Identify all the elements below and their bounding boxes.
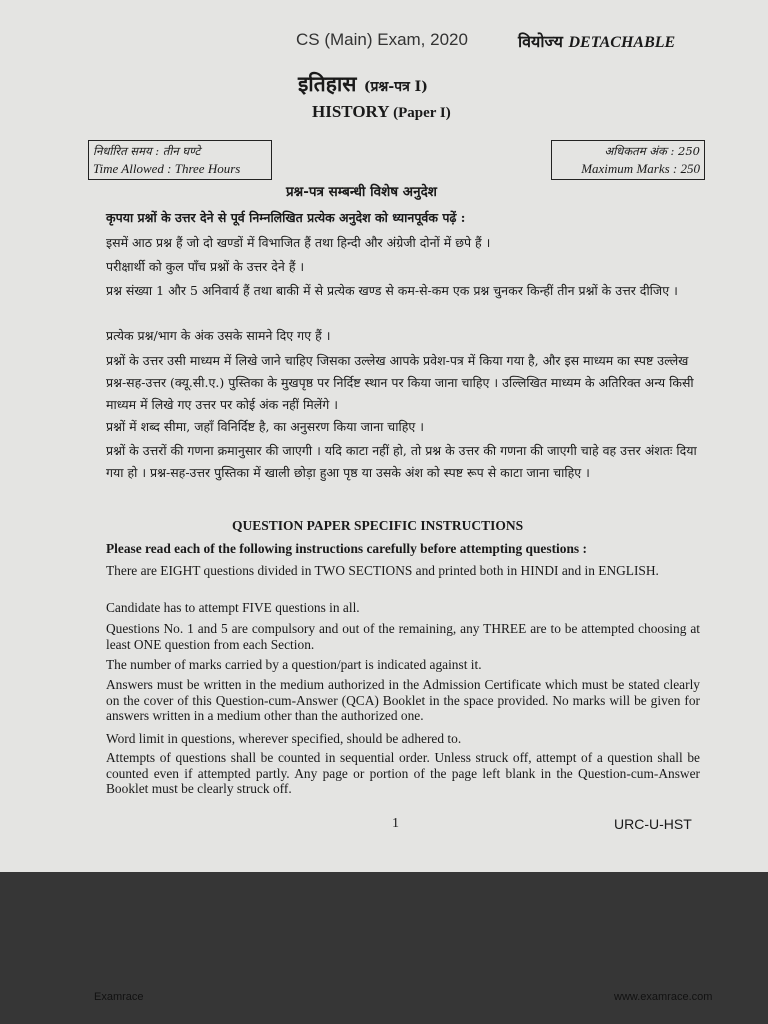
english-instruction-2: Candidate has to attempt FIVE questions in all. — [106, 600, 360, 615]
paper-hindi: (प्रश्न-पत्र I) — [363, 79, 428, 95]
english-instruction-7: Attempts of questions shall be counted in sequential order. Unless struck off, attempt of a question shall be counted even if attempted partly. Any page or portion of the page left blank in the Question-cum-Answer Booklet must be clearly struck off. — [106, 750, 700, 796]
hindi-instructions-heading: प्रश्न-पत्र सम्बन्धी विशेष अनुदेश — [286, 184, 437, 200]
subject-english: HISTORY — [312, 102, 389, 121]
detachable-label — [518, 30, 675, 52]
english-instructions-heading: QUESTION PAPER SPECIFIC INSTRUCTIONS — [232, 518, 524, 533]
english-instruction-5: Answers must be written in the medium authorized in the Admission Certificate which must be stated clearly on the cover of this Question-cum-Answer (QCA) Booklet in the space provided. No marks will be given for answers written in a medium other than the authorized one. — [106, 677, 700, 723]
english-lead: Please read each of the following instructions carefully before attempting questions : — [106, 541, 587, 556]
hindi-instruction-5: प्रश्नों के उत्तर उसी माध्यम में लिखे जाने चाहिए जिसका उल्लेख आपके प्रवेश-पत्र में किया गया है, और इस माध्यम का स्पष्ट उल्लेख प्रश्न-सह-उत्तर (क्यू.सी.ए.) पुस्तिका के मुखपृष्ठ पर निर्दिष्ट स्थान पर किया जाना चाहिए । उल्लिखित माध्यम के अतिरिक्त अन्य किसी माध्यम में लिखे गए उत्तर पर कोई अंक नहीं मिलेंगे । — [106, 353, 694, 412]
maximum-marks-box — [551, 140, 705, 180]
detachable-english: DETACHABLE — [568, 34, 676, 51]
subject-hindi-title — [298, 70, 428, 98]
hindi-instruction-3: प्रश्न संख्या 1 और 5 अनिवार्य हैं तथा बाकी में से प्रत्येक खण्ड से कम-से-कम एक प्रश्न चुनकर किन्हीं तीन प्रश्नों के उत्तर दीजिए । — [106, 283, 678, 298]
english-instruction-1: There are EIGHT questions divided in TWO SECTIONS and printed both in HINDI and in ENGLISH. — [106, 563, 659, 578]
time-allowed-english: Time Allowed : Three Hours — [93, 161, 241, 176]
hindi-instruction-2: परीक्षार्थी को कुल पाँच प्रश्नों के उत्तर देने हैं । — [106, 259, 305, 274]
hindi-instruction-7: प्रश्नों के उत्तरों की गणना क्रमानुसार की जाएगी । यदि काटा नहीं हो, तो प्रश्न के उत्तर की गणना की जाएगी चाहे वह उत्तर अंशतः दिया गया हो । प्रश्न-सह-उत्तर पुस्तिका में खाली छोड़ा हुआ पृष्ठ या उसके अंश को स्पष्ट रूप से काटा जाना चाहिए । — [106, 443, 697, 480]
time-allowed-box — [88, 140, 272, 180]
paper-english: (Paper I) — [393, 105, 451, 121]
maximum-marks-hindi: अधिकतम अंक : 250 — [604, 144, 700, 158]
page-number: 1 — [392, 816, 399, 831]
english-instruction-4: The number of marks carried by a question/part is indicated against it. — [106, 657, 482, 672]
subject-hindi: इतिहास — [298, 71, 357, 96]
footer-brand-link[interactable]: Examrace — [94, 991, 144, 1003]
hindi-lead: कृपया प्रश्नों के उत्तर देने से पूर्व निम्नलिखित प्रत्येक अनुदेश को ध्यानपूर्वक पढ़ें : — [106, 210, 466, 225]
english-instruction-6: Word limit in questions, wherever specified, should be adhered to. — [106, 731, 462, 746]
english-instruction-3: Questions No. 1 and 5 are compulsory and out of the remaining, any THREE are to be attempted choosing at least ONE question from each Section. — [106, 621, 700, 652]
hindi-instruction-4: प्रत्येक प्रश्न/भाग के अंक उसके सामने दिए गए हैं । — [106, 328, 331, 343]
maximum-marks-english: Maximum Marks : 250 — [581, 161, 700, 176]
hindi-instruction-1: इसमें आठ प्रश्न हैं जो दो खण्डों में विभाजित हैं तथा हिन्दी और अंग्रेजी दोनों में छपे हैं । — [106, 235, 491, 250]
detachable-hindi: वियोज्य — [518, 32, 563, 51]
footer-website-link[interactable]: www.examrace.com — [614, 991, 713, 1003]
time-allowed-hindi: निर्धारित समय : तीन घण्टे — [93, 144, 201, 158]
subject-english-title — [312, 102, 451, 122]
exam-title: CS (Main) Exam, 2020 — [296, 30, 468, 49]
hindi-instruction-6: प्रश्नों में शब्द सीमा, जहाँ विनिर्दिष्ट है, का अनुसरण किया जाना चाहिए । — [106, 419, 424, 434]
paper-code: URC-U-HST — [614, 816, 692, 832]
